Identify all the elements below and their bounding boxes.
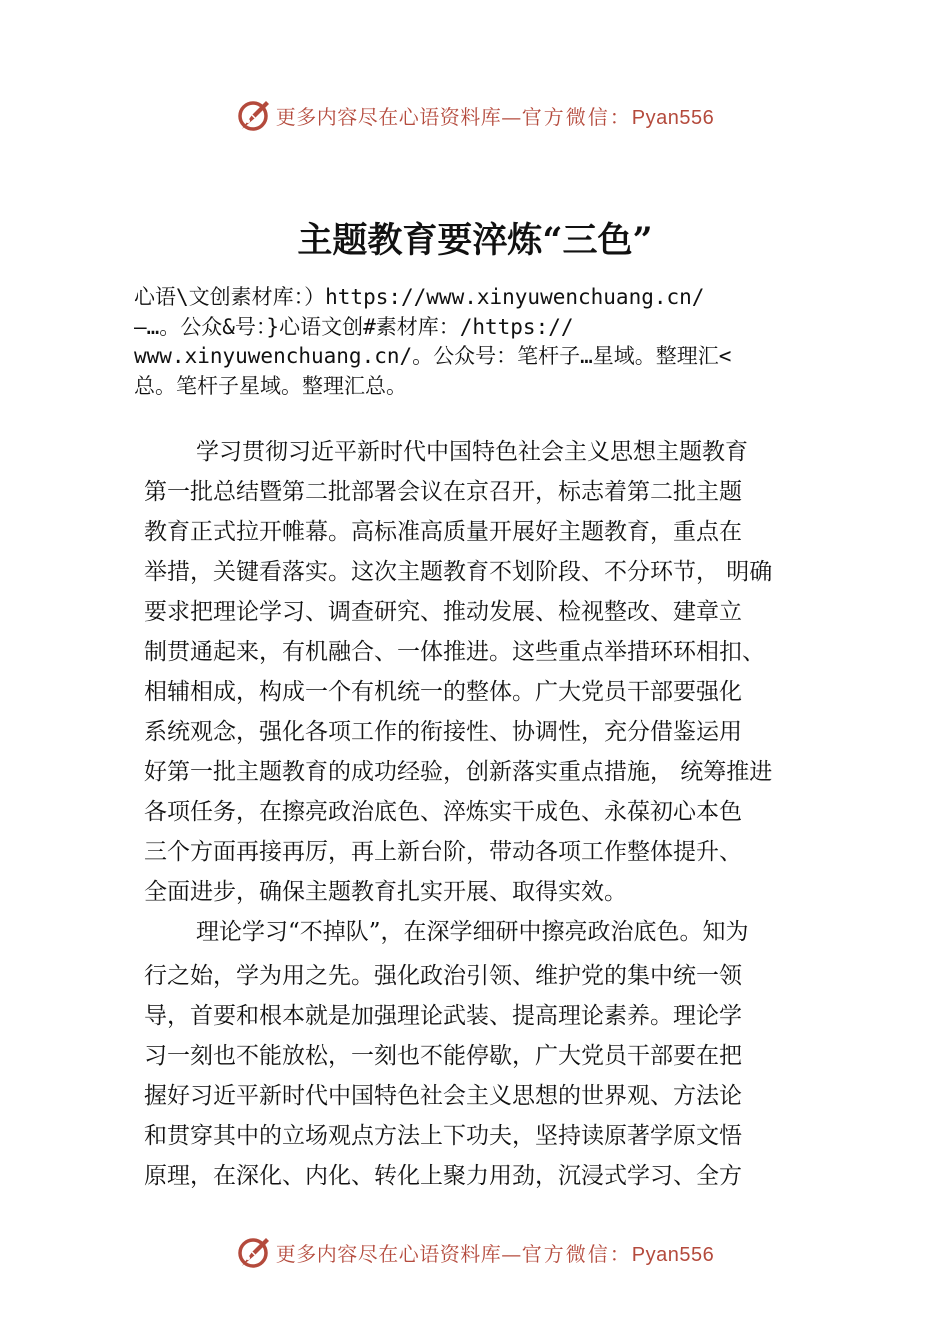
body-line: 导，首要和根本就是加强理论武装、提高理论素养。理论学 <box>144 1003 742 1029</box>
body-line: 和贯穿其中的立场观点方法上下功夫，坚持读原著学原文悟 <box>144 1123 742 1149</box>
banner-text: 更多内容尽在心语资料库—官方微信：Pyan556 <box>275 104 715 129</box>
document-body <box>144 432 829 1196</box>
meta-line: 总。笔杆子星域。整理汇总。 <box>134 373 407 398</box>
body-line: 第一批总结暨第二批部署会议在京召开，标志着第二批主题 <box>144 479 742 505</box>
document-title: 主题教育要淬炼“三色” <box>297 220 653 261</box>
body-line: 教育正式拉开帷幕。高标准高质量开展好主题教育，重点在 <box>144 519 742 545</box>
body-line: 好第一批主题教育的成功经验，创新落实重点措施， 统筹推进 <box>144 759 773 785</box>
source-metadata <box>134 283 834 401</box>
footer-banner <box>0 1232 950 1272</box>
header-banner <box>0 95 950 135</box>
body-line: 各项任务，在擦亮政治底色、淬炼实干成色、永葆初心本色 <box>144 799 742 825</box>
body-line: 行之始，学为用之先。强化政治引领、维护党的集中统一领 <box>144 963 742 989</box>
body-line: 全面进步，确保主题教育扎实开展、取得实效。 <box>144 879 627 905</box>
body-line: 握好习近平新时代中国特色社会主义思想的世界观、方法论 <box>144 1083 742 1109</box>
body-line: 要求把理论学习、调查研究、推动发展、检视整改、建章立 <box>144 599 742 625</box>
fountain-pen-logo-icon <box>236 97 272 133</box>
body-line: 理论学习“不掉队”，在深学细研中擦亮政治底色。知为 <box>196 919 749 945</box>
body-line: 三个方面再接再厉，再上新台阶，带动各项工作整体提升、 <box>144 839 742 865</box>
body-line: 学习贯彻习近平新时代中国特色社会主义思想主题教育 <box>196 439 748 465</box>
body-line: 举措，关键看落实。这次主题教育不划阶段、不分环节， 明确 <box>144 559 773 585</box>
meta-line: 心语\文创素材库：）https://www.xinyuwenchuang.cn/ <box>134 285 705 309</box>
body-line: 相辅相成，构成一个有机统一的整体。广大党员干部要强化 <box>144 679 742 705</box>
body-line: 制贯通起来，有机融合、一体推进。这些重点举措环环相扣、 <box>144 639 765 665</box>
meta-line: www.xinyuwenchuang.cn/。公众号：笔杆子…星域。整理汇< <box>134 344 732 368</box>
body-line: 系统观念，强化各项工作的衔接性、协调性，充分借鉴运用 <box>144 719 742 745</box>
meta-line: —…。公众&号：}心语文创#素材库：/https:// <box>134 314 574 339</box>
body-line: 习一刻也不能放松，一刻也不能停歇，广大党员干部要在把 <box>144 1043 742 1069</box>
banner-text: 更多内容尽在心语资料库—官方微信：Pyan556 <box>275 1241 715 1266</box>
fountain-pen-logo-icon <box>236 1234 272 1270</box>
body-line: 原理，在深化、内化、转化上聚力用劲，沉浸式学习、全方 <box>144 1163 742 1189</box>
